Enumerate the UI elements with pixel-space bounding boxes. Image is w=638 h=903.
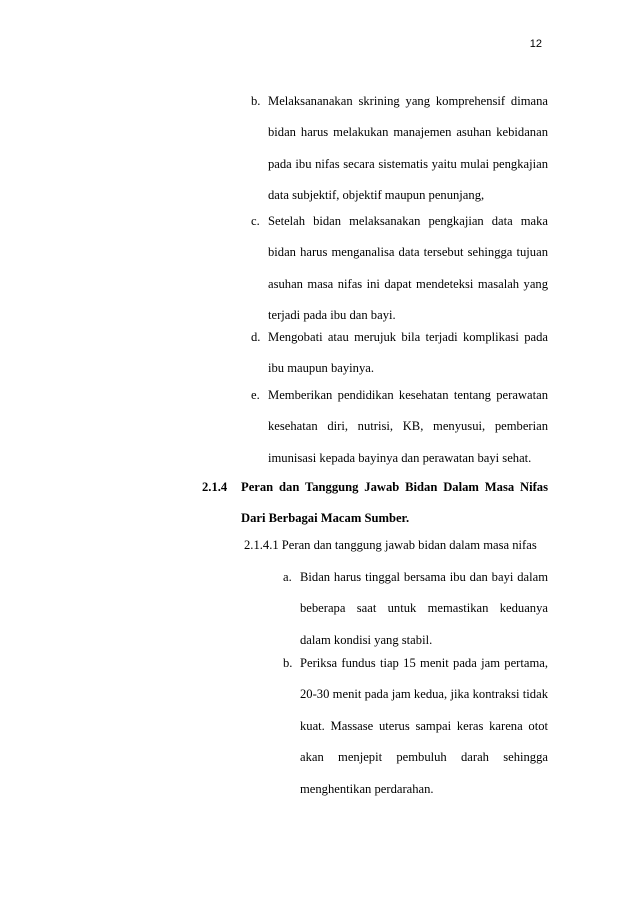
list-item-text: Periksa fundus tiap 15 menit pada jam pertama, 20-30 menit pada jam kedua, jika kontraksi tidak kuat. Massase uterus sampai keras karena otot akan menjepit pembuluh darah sehingga menghentikan perdarahan. [300,656,548,796]
list-marker: d. [251,330,261,344]
subsection-heading: 2.1.4.1 Peran dan tanggung jawab bidan dalam masa nifas [244,538,537,552]
section-number: 2.1.4 [202,480,228,494]
list-marker: a. [283,570,292,584]
list-item [251,206,548,332]
list-item [251,86,548,212]
list-item-text: Mengobati atau merujuk bila terjadi komplikasi pada ibu maupun bayinya. [268,330,548,376]
list-item [283,648,548,805]
list-item [283,562,548,656]
list-marker: b. [283,656,293,670]
list-item-text: Memberikan pendidikan kesehatan tentang perawatan kesehatan diri, nutrisi, KB, menyusui, pemberian imunisasi kepada bayinya dan perawatan bayi sehat. [268,388,548,465]
list-item [251,322,548,385]
list-marker: b. [251,94,261,108]
list-item [251,380,548,474]
page-number: 12 [529,38,542,50]
section-title: Peran dan Tanggung Jawab Bidan Dalam Masa Nifas Dari Berbagai Macam Sumber. [241,480,548,526]
list-item-text: Melaksananakan skrining yang komprehensif dimana bidan harus melakukan manajemen asuhan kebidanan pada ibu nifas secara sistematis yaitu mulai pengkajian data subjektif, objektif maupun penunjang, [268,94,548,203]
list-marker: e. [251,388,260,402]
section-heading [202,472,548,535]
list-marker: c. [251,214,260,228]
list-item-text: Bidan harus tinggal bersama ibu dan bayi dalam beberapa saat untuk memastikan keduanya dalam kondisi yang stabil. [300,570,548,647]
list-item-text: Setelah bidan melaksanakan pengkajian data maka bidan harus menganalisa data tersebut sehingga tujuan asuhan masa nifas ini dapat mendeteksi masalah yang terjadi pada ibu dan bayi. [268,214,548,323]
